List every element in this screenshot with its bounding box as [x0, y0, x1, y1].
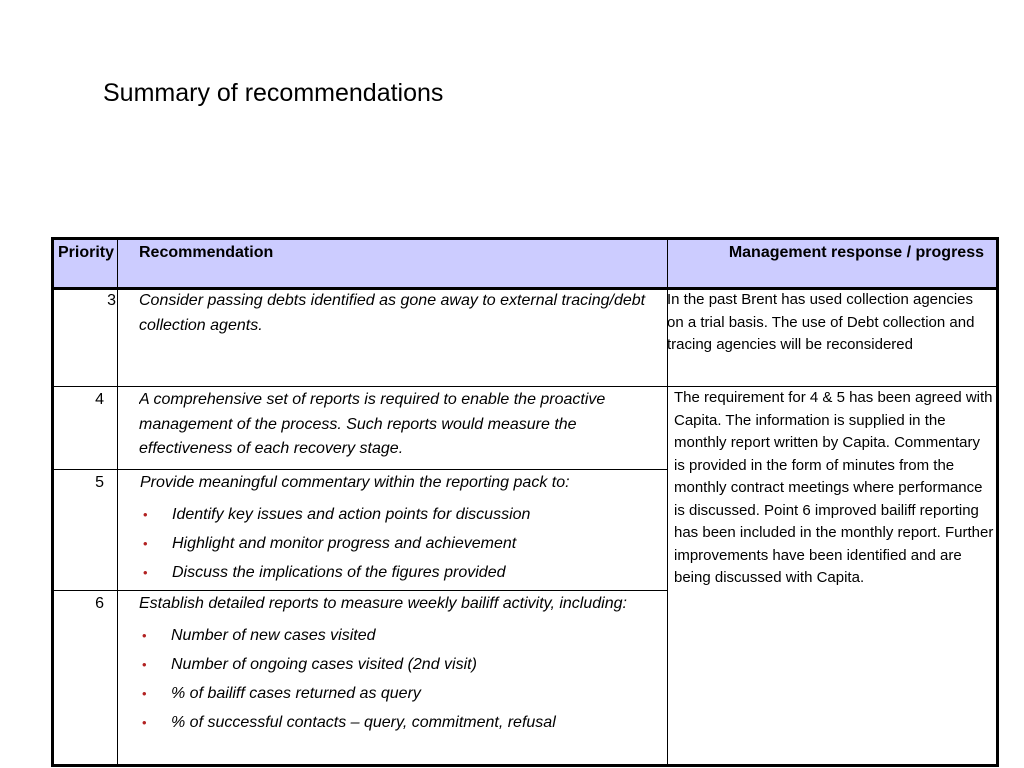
recommendations-table [51, 237, 999, 767]
column-divider [117, 240, 118, 764]
priority-cell: 5 [95, 474, 104, 491]
recommendation-text: A comprehensive set of reports is required to enable the proactive management of the process. Such reports would measure the effectiveness of each recovery stage. [139, 391, 606, 457]
list-item: • Discuss the implications of the figures provided [140, 558, 666, 587]
list-item: • % of successful contacts – query, commitment, refusal [139, 708, 666, 737]
management-response-text: The requirement for 4 & 5 has been agreed with Capita. The information is supplied in the monthly report written by Capita. Commentary is provided in the form of minutes from the monthly contract meetings where performance is discussed. Point 6 improved bailiff reporting has been included in the monthly report. Further improvements have been identified and are being discussed with Capita. [674, 389, 994, 586]
recommendation-text: Establish detailed reports to measure weekly bailiff activity, including: [139, 595, 627, 612]
priority-cell: 3 [107, 292, 116, 309]
management-response-text: In the past Brent has used collection agencies on a trial basis. The use of Debt collection and tracing agencies will be reconsidered [667, 291, 975, 353]
list-item: • Identify key issues and action points for discussion [140, 500, 666, 529]
row-divider [54, 386, 668, 387]
recommendation-cell [140, 471, 666, 587]
list-item: • Number of new cases visited [139, 621, 666, 650]
bullet-list [139, 621, 666, 737]
list-item: • % of bailiff cases returned as query [139, 679, 666, 708]
list-item: • Highlight and monitor progress and achievement [140, 529, 666, 558]
page-title: Summary of recommendations [103, 79, 444, 107]
recommendation-text: Provide meaningful commentary within the reporting pack to: [140, 474, 570, 491]
row-divider [54, 590, 668, 591]
recommendation-text: Consider passing debts identified as gone away to external tracing/debt collection agents. [139, 292, 646, 334]
priority-cell: 4 [95, 391, 104, 408]
recommendation-cell [139, 592, 666, 737]
list-item: • Number of ongoing cases visited (2nd visit) [139, 650, 666, 679]
row-divider [54, 469, 668, 470]
priority-cell: 6 [95, 595, 104, 612]
header-management-response: Management response / progress [728, 244, 984, 261]
bullet-list [140, 500, 666, 587]
header-priority: Priority [57, 244, 114, 261]
header-recommendation: Recommendation [139, 244, 274, 261]
